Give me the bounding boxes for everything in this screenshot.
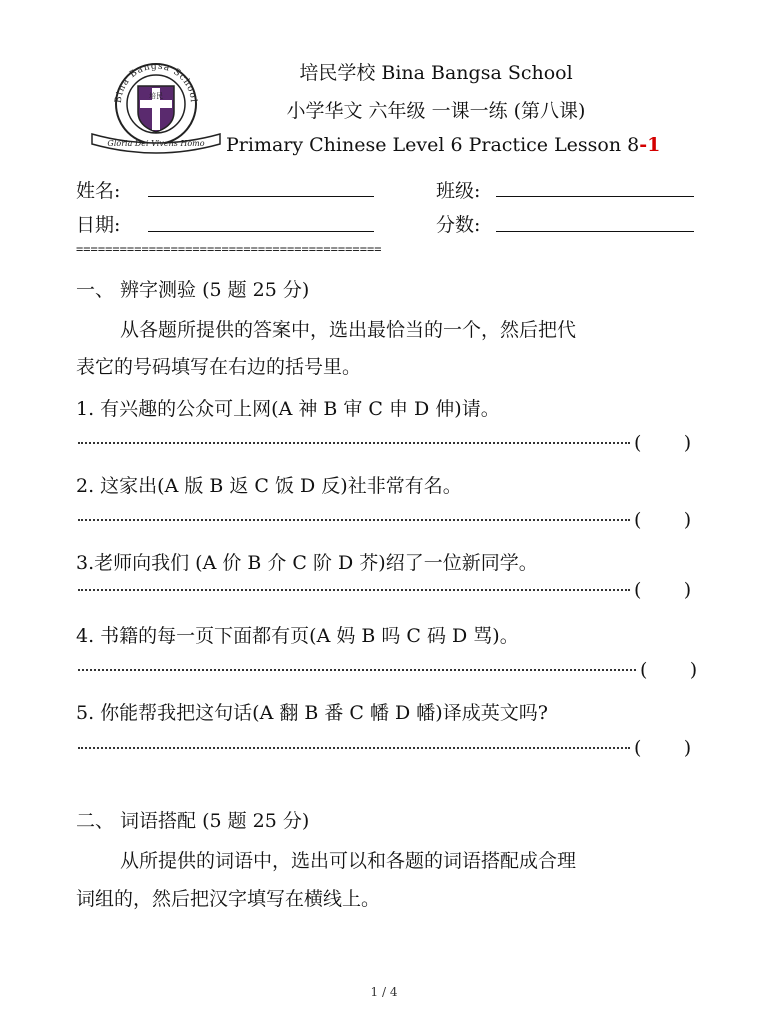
- section2-heading: 二、 词语搭配 (5 题 25 分): [76, 810, 310, 832]
- answer-dots-5: [78, 745, 630, 749]
- name-field[interactable]: [148, 196, 374, 197]
- school-logo: [86, 60, 226, 160]
- question-1: 1. 有兴趣的公众可上网(A 神 B 审 C 申 D 伸)请。: [76, 398, 500, 420]
- question-3: 3.老师向我们 (A 价 B 介 C 阶 D 芥)绍了一位新同学。: [76, 552, 538, 574]
- answer-dots-1: [78, 440, 630, 444]
- title-suffix: -1: [639, 134, 661, 156]
- score-label: 分数:: [436, 214, 481, 236]
- question-5: 5. 你能帮我把这句话(A 翻 B 番 C 幡 D 幡)译成英文吗?: [76, 702, 548, 724]
- answer-dots-2: [78, 517, 630, 521]
- page-number: 1 / 4: [370, 985, 398, 999]
- worksheet-subtitle: 小学华文 六年级 一课一练 (第八课): [286, 100, 586, 122]
- answer-dots-4: [78, 667, 636, 671]
- answer-box-1[interactable]: ( ): [634, 432, 692, 454]
- logo-motto: Gloria Dei Vivens Homo: [107, 139, 205, 148]
- logo-ring-text: Bina Bangsa School: [113, 61, 199, 104]
- shield-text: 培民: [149, 92, 163, 100]
- divider-line: ==========================================: [76, 242, 382, 256]
- section1-instruction-2: 表它的号码填写在右边的括号里。: [76, 356, 362, 378]
- class-label: 班级:: [436, 180, 481, 202]
- date-label: 日期:: [76, 214, 121, 236]
- question-2: 2. 这家出(A 版 B 返 C 饭 D 反)社非常有名。: [76, 475, 462, 497]
- section1-instruction-1: 从各题所提供的答案中，选出最恰当的一个，然后把代: [120, 319, 577, 341]
- question-4: 4. 书籍的每一页下面都有页(A 妈 B 吗 C 码 D 骂)。: [76, 625, 519, 647]
- title-main: Primary Chinese Level 6 Practice Lesson 8: [226, 134, 640, 156]
- name-label: 姓名:: [76, 180, 121, 202]
- answer-box-2[interactable]: ( ): [634, 509, 692, 531]
- answer-box-4[interactable]: ( ): [640, 659, 698, 681]
- school-name: 培民学校 Bina Bangsa School: [299, 62, 573, 84]
- answer-box-5[interactable]: ( ): [634, 737, 692, 759]
- answer-box-3[interactable]: ( ): [634, 579, 692, 601]
- section1-heading: 一、 辨字测验 (5 题 25 分): [76, 279, 310, 301]
- date-field[interactable]: [148, 231, 374, 232]
- section2-instruction-1: 从所提供的词语中，选出可以和各题的词语搭配成合理: [120, 850, 577, 872]
- class-field[interactable]: [496, 196, 694, 197]
- score-field[interactable]: [496, 231, 694, 232]
- section2-instruction-2: 词组的，然后把汉字填写在横线上。: [76, 888, 381, 910]
- answer-dots-3: [78, 587, 630, 591]
- worksheet-title: [226, 134, 661, 156]
